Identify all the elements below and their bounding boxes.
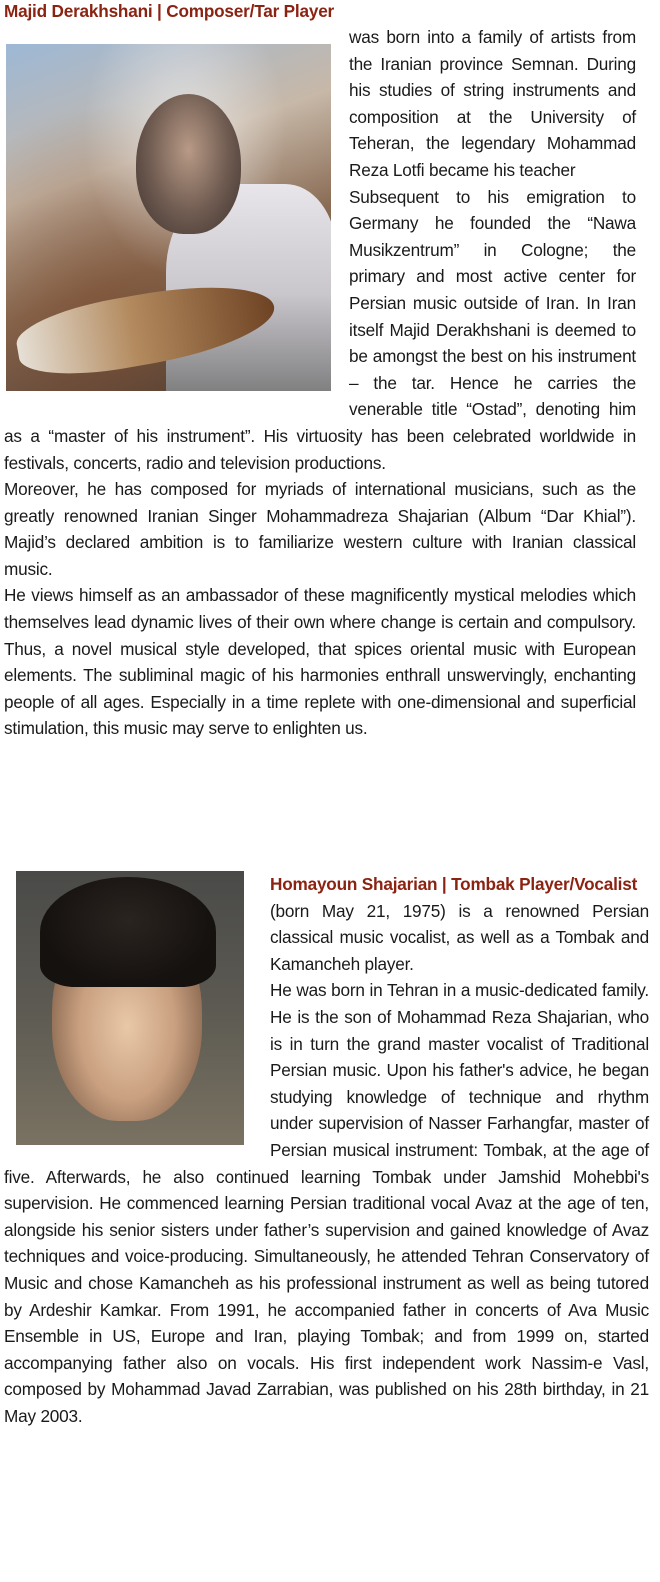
bio-homayoun-shajarian bbox=[4, 871, 649, 1429]
bio-paragraph: Subsequent to his emigration to Germany he founded the “Nawa Musikzentrum” in Cologne; the primary and most active center for Persian music outside of Iran. In Iran itself Majid Derakhshani is deemed to be amongst the best on his instrument – the tar. Hence he carries the venerable title “Ostad”, denoting him as a “master of his instrument”. His virtuosity has been celebrated worldwide in festivals, concerts, radio and television productions. bbox=[4, 186, 636, 473]
photo-hair bbox=[40, 877, 216, 987]
bio-paragraph: was born into a family of artists from the Iranian province Semnan. During his studies of string instruments and composition at the University of Teheran, the legendary Mohammad Reza Lotfi became his teacher bbox=[349, 27, 636, 180]
bio-majid-derakhshani bbox=[4, 0, 636, 742]
portrait-photo-tar-player bbox=[6, 44, 331, 391]
bio-paragraph: He was born in Tehran in a music-dedicated family. He is the son of Mohammad Reza Shajarian, who is in turn the grand master vocalist of Traditional Persian music. Upon his father's advice, he began studying knowledge of technique and rhythm under supervision of Nasser Farhangfar, master of Persian musical instrument: Tombak, at the age of five. Afterwards, he also continued learning Tombak under Jamshid Mohebbi's supervision. He commenced learning Persian traditional vocal Avaz at the age of ten, alongside his senior sisters under father’s supervision and gained knowledge of Avaz techniques and voice-producing. Simultaneously, he attended Tehran Conservatory of Music and chose Kamancheh as his professional instrument as well as being tutored by Ardeshir Kamkar. From 1991, he accompanied father in concerts of Ava Music Ensemble in US, Europe and Iran, playing Tombak; and from 1999 on, started accompanying father also on vocals. His first independent work Nassim-e Vasl, composed by Mohammad Javad Zarrabian, was published on his 28th birthday, in 21 May 2003. bbox=[4, 980, 649, 1426]
bio-paragraph: (born May 21, 1975) is a renowned Persian classical music vocalist, as well as a Tombak and Kamancheh player. bbox=[270, 900, 649, 974]
bio-heading: Homayoun Shajarian | Tombak Player/Vocalist bbox=[270, 874, 638, 894]
bio-paragraph: He views himself as an ambassador of these magnificently mystical melodies which themselves lead dynamic lives of their own where change is certain and compulsory. Thus, a novel musical style developed, that spices oriental music with European elements. The subliminal magic of his harmonies enthrall unswervingly, enchanting people of all ages. Especially in a time replete with one-dimensional and superficial stimulation, this music may serve to enlighten us. bbox=[4, 585, 636, 739]
portrait-photo-vocalist bbox=[16, 871, 244, 1145]
bio-paragraph: Moreover, he has composed for myriads of international musicians, such as the greatly renowned Iranian Singer Mohammadreza Shajarian (Album “Dar Khial”). Majid’s declared ambition is to familiarize western culture with Iranian classical music. bbox=[4, 479, 636, 579]
photo-figure-head bbox=[136, 94, 241, 234]
bio-heading: Majid Derakhshani | Composer/Tar Player bbox=[4, 1, 335, 21]
